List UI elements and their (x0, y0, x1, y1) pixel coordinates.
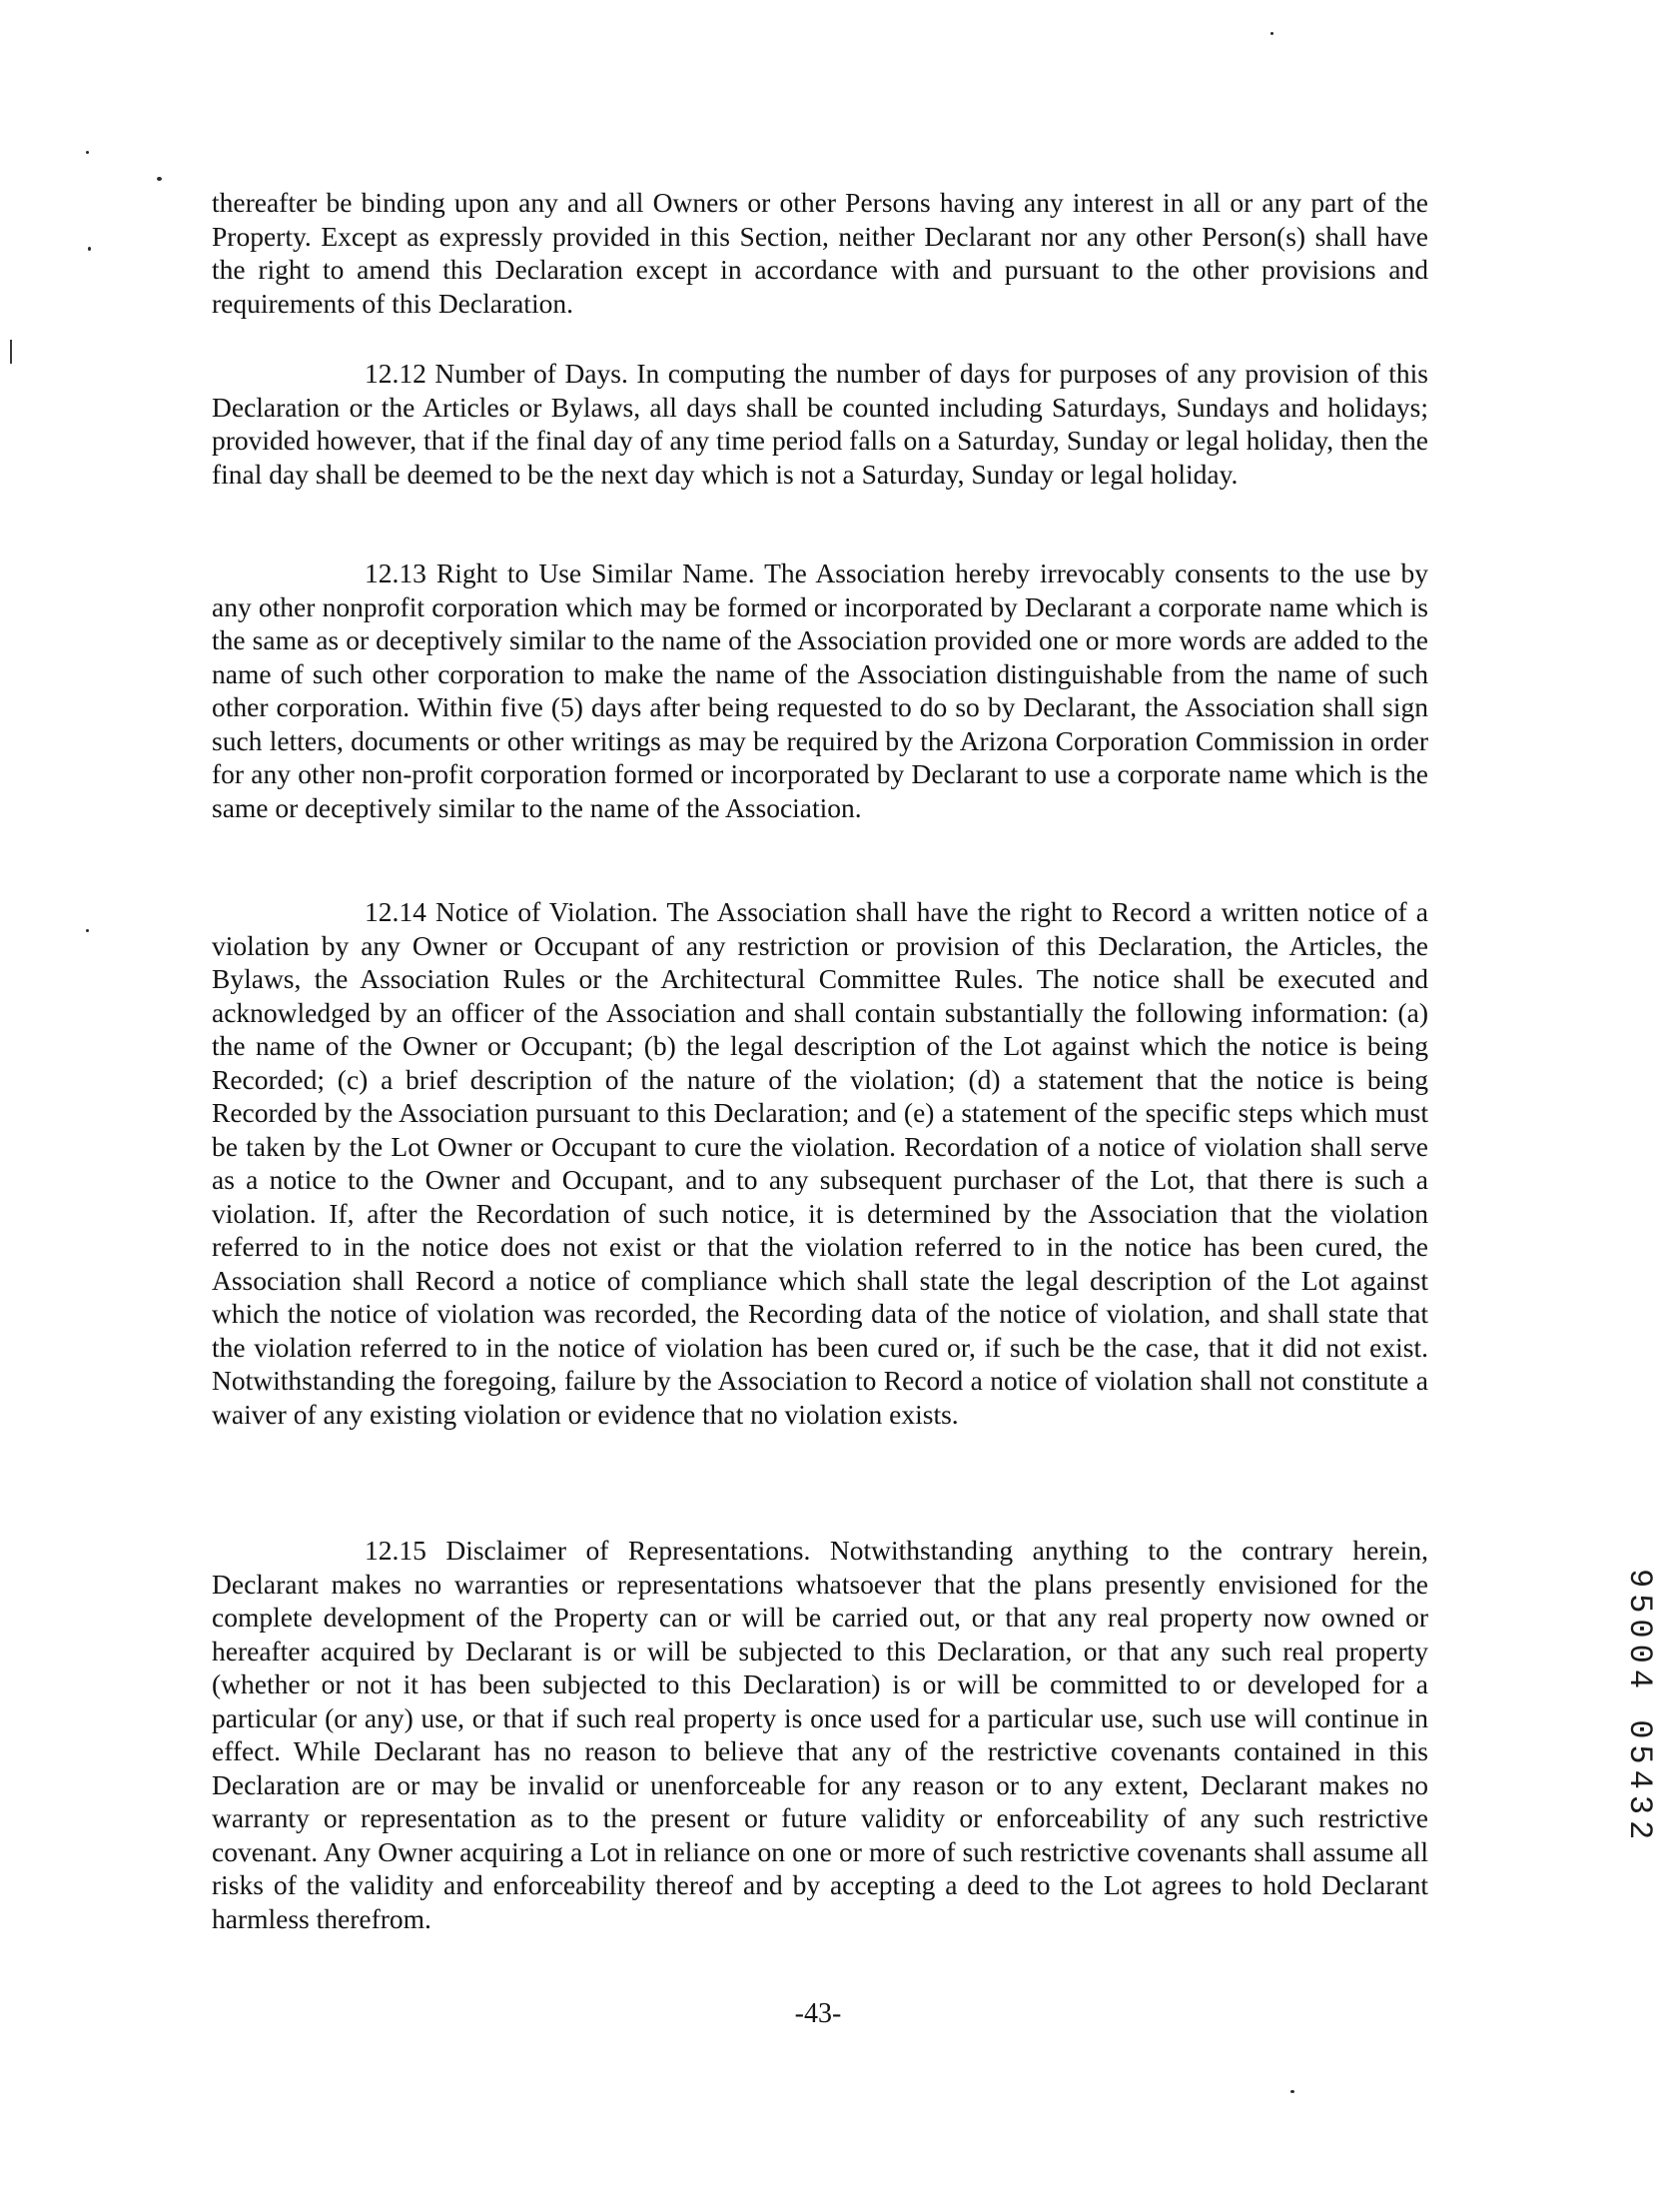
scan-speck (1290, 2090, 1294, 2093)
scan-speck (1270, 32, 1273, 35)
scan-speck (86, 929, 89, 932)
scan-line-mark (10, 340, 12, 364)
scan-speck (157, 177, 162, 181)
recording-number-stamp: 95004 05432 (1621, 1569, 1658, 1846)
section-12-15-disclaimer-of-representations: 12.15 Disclaimer of Representations. Notwithstanding anything to the contrary herein, Declarant makes no warranties or representations whatsoever that the plans presently envisioned for the complete development of the Property can or will be carried out, or that any real property now owned or hereafter acquired by Declarant is or will be subjected to this Declaration, or that any such real property (whether or not it has been subjected to this Declaration) is or will be committed to or developed for a particular (or any) use, or that if such real property is once used for a particular use, such use will continue in effect. While Declarant has no reason to believe that any of the restrictive covenants contained in this Declaration are or may be invalid or unenforceable for any reason or to any extent, Declarant makes no warranty or representation as to the present or future validity or enforceability of any such restrictive covenant. Any Owner acquiring a Lot in reliance on one or more of such restrictive covenants shall assume all risks of the validity and enforceability thereof and by accepting a deed to the Lot agrees to hold Declarant harmless therefrom. (212, 1535, 1428, 1934)
paragraph-continuation: thereafter be binding upon any and all Owners or other Persons having any interest in all or any part of the Property. Except as expressly provided in this Section, neither Declarant nor any other Person(s) shall have the right to amend this Declaration except in accordance with and pursuant to the other provisions and requirements of this Declaration. (212, 187, 1428, 319)
scan-speck (86, 151, 89, 154)
section-12-14-notice-of-violation: 12.14 Notice of Violation. The Association shall have the right to Record a written notice of a violation by any Owner or Occupant of any restriction or provision of this Declaration, the Articles, the Bylaws, the Association Rules or the Architectural Committee Rules. The notice shall be executed and acknowledged by an officer of the Association and shall contain substantially the following information: (a) the name of the Owner or Occupant; (b) the legal description of the Lot against which the notice is being Recorded; (c) a brief description of the nature of the violation; (d) a statement that the notice is being Recorded by the Association pursuant to this Declaration; and (e) a statement of the specific steps which must be taken by the Lot Owner or Occupant to cure the violation. Recordation of a notice of violation shall serve as a notice to the Owner and Occupant, and to any subsequent purchaser of the Lot, that there is such a violation. If, after the Recordation of such notice, it is determined by the Association that the violation referred to in the notice does not exist or that the violation referred to in the notice has been cured, the Association shall Record a notice of compliance which shall state the legal description of the Lot against which the notice of violation was recorded, the Recording data of the notice of violation, and shall state that the violation referred to in the notice of violation has been cured or, if such be the case, that it did not exist. Notwithstanding the foregoing, failure by the Association to Record a notice of violation shall not constitute a waiver of any existing violation or evidence that no violation exists. (212, 896, 1428, 1430)
section-12-12-number-of-days: 12.12 Number of Days. In computing the number of days for purposes of any provision of this Declaration or the Articles or Bylaws, all days shall be counted including Saturdays, Sundays and holidays; provided however, that if the final day of any time period falls on a Saturday, Sunday or legal holiday, then the final day shall be deemed to be the next day which is not a Saturday, Sunday or legal holiday. (212, 358, 1428, 490)
page-number: -43- (794, 1998, 842, 2029)
scan-speck (88, 247, 91, 251)
section-12-13-right-to-use-similar-name: 12.13 Right to Use Similar Name. The Association hereby irrevocably consents to the use by any other nonprofit corporation which may be formed or incorporated by Declarant a corporate name which is the same as or deceptively similar to the name of the Association provided one or more words are added to the name of such other corporation to make the name of the Association distinguishable from the name of such other corporation. Within five (5) days after being requested to do so by Declarant, the Association shall sign such letters, documents or other writings as may be required by the Arizona Corporation Commission in order for any other non-profit corporation formed or incorporated by Declarant to use a corporate name which is the same or deceptively similar to the name of the Association. (212, 557, 1428, 823)
